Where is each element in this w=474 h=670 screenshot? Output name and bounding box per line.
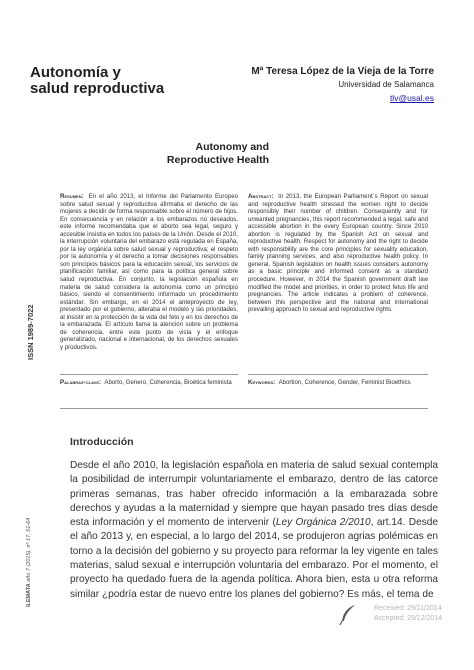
keywords-spanish-label: Palabras-clave: <box>60 379 102 386</box>
english-title-line-1: Autonomy and <box>195 141 269 153</box>
article-title <box>30 65 200 97</box>
abstract-english-label: Abstract: <box>248 193 274 200</box>
abstract-spanish-text: En el año 2013, el Informe del Parlamento Europeo sobre salud sexual y reproductiva afirmaba el derecho de las mujeres a decidir de forma responsable sobre el número de hijos. En consecuencia y en relación a los embarazos no deseados, este informe recomendaba que el aborto sea legal, seguro y accesible insistía en todos los países de la Unión. Desde el 2010, la interrupción voluntaria del embarazo está regulada en España, por la ley orgánica sobre salud sexual y reproductiva; el respeto por la autonomía y el derecho a tomar decisiones responsables son principios básicos para la educación sexual, los servicios de planificación familiar, así como para la política general sobre salud reproductiva. En conjunto, la legislación española en materia de salud considera la autonomía como un principio básico, siendo el consentimiento informado un procedimiento estándar. Sin embargo, en el 2014 el anteproyecto de ley, presentado por el gobierno, alteraba el modelo y las prioridades, al insistir en la protección de la vida del feto y en los derechos de la embarazada. El artículo llama la atención sobre un problema de coherencia, entre este punto de vista y el enfoque generalizado, nacional e internacional, de los derechos sexuales y productivos. <box>60 193 238 351</box>
abstract-spanish <box>60 193 238 351</box>
introduction-text-2: , art.14. Desde el año 2013 y, en especial, a lo largo del 2014, se produjeron agrias polémicas en torno a la decisión del gobierno y su proyecto para reformar la ley vigente en tales materias, salud sexual e interrupción voluntaria del embarazo. Por el momento, el proyecto ha quedado fuera de la agenda política. Ahora bien, esta u otra reforma similar ¿podría estar de nuevo entre los planes del gobierno? Es más, el tema de <box>70 517 438 600</box>
keywords-spanish-text: Aborto, Genero, Coherencia, Bioética feminista <box>104 379 232 386</box>
article-title-line-1: Autonomía y <box>30 64 121 81</box>
keywords-english <box>248 379 428 387</box>
feather-icon <box>339 604 357 626</box>
article-title-line-2: salud reproductiva <box>30 80 165 97</box>
english-title-line-2: Reproductive Health <box>166 154 269 166</box>
abstract-english-text: In 2013, the European Parliament´s Report on sexual and reproductive health stressed the women right to decide responsibly their number of children. Consequently and for unwanted pregnancies, this report recommended a legal, safe and accessible abortion in the every European country. Since 2010 abortion is regulated by the Spanish Act on sexual and reproductive health. Respect for autonomy and the right to decide with responsibility are the core principles for sexuality education, family planning services, and also reproductive health policy. In general, Spanish legislation on health issues considers autonomy as a basic principle and informed consent as a standard procedure. However, in 2014 the Spanish government draft law modified the model and priorities, in order to protect fetus life and pregnancies. The article indicates a problem of coherence, between this perspective and the national and international prevailing approach to sexual and reproductive rights. <box>248 193 428 314</box>
law-citation: Ley Orgánica 2/2010 <box>275 517 371 529</box>
introduction-text-1: Desde el año 2010, la legislación española en materia de salud sexual contempla la posibilidad de interrumpir voluntariamente el embarazo, dentro de las catorce primeras semanas, tras haber ofrecido información a la embarazada sobre derechos y ayudas a la maternidad y siempre que hayan pasado tres días desde esta información y el momento de intervenir ( <box>70 460 438 529</box>
introduction-paragraph <box>70 459 438 602</box>
journal-name: ILEMATA <box>26 583 32 607</box>
received-date: Received: 29/11/2014 <box>374 605 442 612</box>
journal-details: año 7 (2015), nº 17, 51-64 <box>26 517 32 582</box>
introduction-heading: Introducción <box>70 436 134 448</box>
author-affiliation: Universidad de Salamanca <box>338 80 434 89</box>
section-divider <box>60 408 428 409</box>
author-email-link[interactable]: tlv@usal.es <box>389 93 434 103</box>
author-name: Mª Teresa López de la Vieja de la Torre <box>251 66 434 77</box>
keywords-english-text: Abortion, Coherence, Gender, Feminist Bioethics <box>278 379 411 386</box>
journal-citation <box>26 518 32 607</box>
english-title <box>109 141 269 167</box>
accepted-date: Accepted: 29/12/2014 <box>374 615 443 622</box>
issn-label: ISSN 1989-7022 <box>26 304 35 360</box>
abstract-english <box>248 193 428 314</box>
abstract-spanish-label: Resumen: <box>60 193 84 200</box>
keywords-spanish <box>60 379 238 387</box>
keywords-english-label: Keywords: <box>248 379 276 386</box>
keywords-spanish-divider <box>60 374 238 375</box>
keywords-english-divider <box>248 374 428 375</box>
